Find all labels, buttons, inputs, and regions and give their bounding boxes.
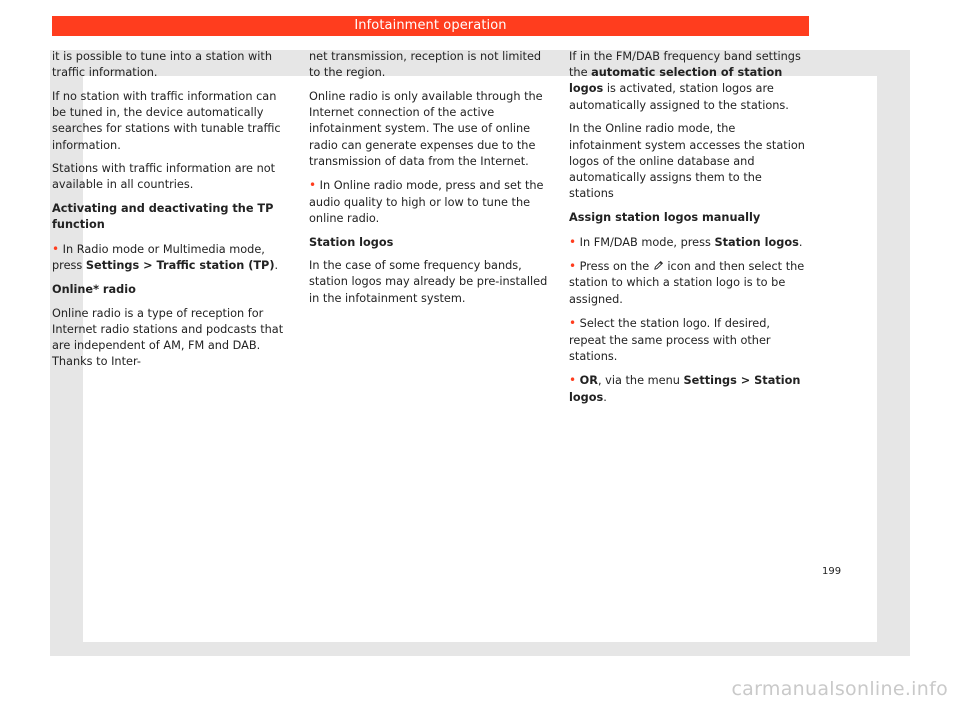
column-2 <box>309 49 549 314</box>
bullet-item: • Select the station logo. If desired, repeat the same process with other stations. <box>569 316 771 363</box>
column-3 <box>569 49 809 413</box>
subheading: Online* radio <box>52 282 136 296</box>
bullet-icon: • <box>309 178 317 193</box>
watermark: carmanualsonline.info <box>731 678 948 700</box>
bullet-item: • Press on the icon and then select the station to which a station logo is to be assigned. <box>569 259 805 306</box>
section-header: Infotainment operation <box>52 16 809 36</box>
paragraph: net transmission, reception is not limited to the region. <box>309 50 542 80</box>
subheading: Activating and deactivating the TP function <box>52 202 274 232</box>
bullet-icon: • <box>52 242 60 257</box>
pencil-icon <box>653 260 664 271</box>
bullet-item: • In Online radio mode, press and set the audio quality to high or low to tune the online radio. <box>309 178 544 225</box>
paragraph: Online radio is a type of reception for Internet radio stations and podcasts that are independent of AM, FM and DAB. Thanks to Inter- <box>52 306 284 369</box>
bullet-icon: • <box>569 316 577 331</box>
subheading: Assign station logos manually <box>569 210 761 224</box>
menu-path: Settings > Traffic station (TP) <box>85 259 275 273</box>
page-number: 199 <box>822 566 842 577</box>
paragraph: Online radio is only available through the Internet connection of the active infotainment system. The use of online radio can generate expenses due to the transmission of data from the Internet. <box>309 89 543 168</box>
bullet-item: • In Radio mode or Multimedia mode, press Settings > Traffic station (TP). <box>52 242 279 273</box>
bullet-item: • OR, via the menu Settings > Station logos. <box>569 373 801 404</box>
paragraph: it is possible to tune into a station with traffic information. <box>52 50 273 80</box>
paragraph: In the Online radio mode, the infotainment system accesses the station logos of the online database and automatically assigns them to the stations <box>569 122 805 201</box>
paragraph: Stations with traffic information are not available in all countries. <box>52 162 276 192</box>
paragraph: If no station with traffic information can be tuned in, the device automatically searches for stations with tunable traffic information. <box>52 89 281 152</box>
paragraph: If in the FM/DAB frequency band settings the automatic selection of station logos is activated, station logos are automatically assigned to the stations. <box>569 50 801 112</box>
column-1 <box>52 49 292 378</box>
paragraph: In the case of some frequency bands, station logos may already be pre-installed in the infotainment system. <box>309 259 548 305</box>
bullet-icon: • <box>569 259 577 274</box>
bullet-icon: • <box>569 373 577 388</box>
subheading: Station logos <box>309 235 394 249</box>
bullet-item: • In FM/DAB mode, press Station logos. <box>569 234 803 249</box>
bullet-icon: • <box>569 234 577 249</box>
